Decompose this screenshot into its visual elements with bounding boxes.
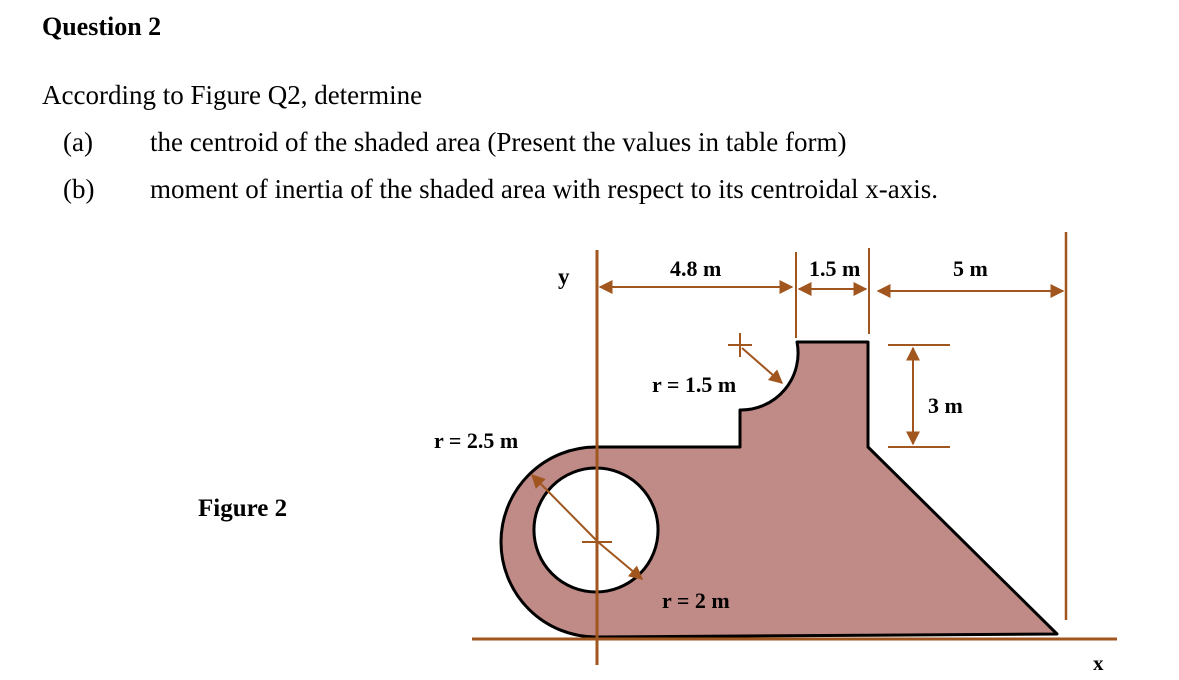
question-intro: According to Figure Q2, determine [42,80,423,110]
figure-caption: Figure 2 [198,495,288,522]
question-heading: Question 2 [42,12,162,41]
radius-label-outer: r = 2.5 m [434,428,519,453]
dim-label-3: 3 m [928,393,963,418]
part-b-label: (b) [63,174,95,204]
part-a-text: the centroid of the shaded area (Present the values in table form) [150,127,847,157]
radius-arrow-hole [598,542,642,579]
part-a-label: (a) [63,127,93,157]
radius-arrow-notch [742,348,782,383]
dim-label-4-8: 4.8 m [670,256,722,281]
y-axis-label: y [558,264,570,289]
x-axis-label: x [1093,651,1104,675]
dim-label-5: 5 m [953,256,988,281]
radius-label-hole: r = 2 m [662,588,730,613]
dim-label-1-5: 1.5 m [809,256,861,281]
part-b-text: moment of inertia of the shaded area with respect to its centroidal x-axis. [150,174,938,204]
radius-arrow-outer [532,475,596,540]
shaded-area [501,342,1057,637]
radius-label-notch: r = 1.5 m [652,372,737,397]
